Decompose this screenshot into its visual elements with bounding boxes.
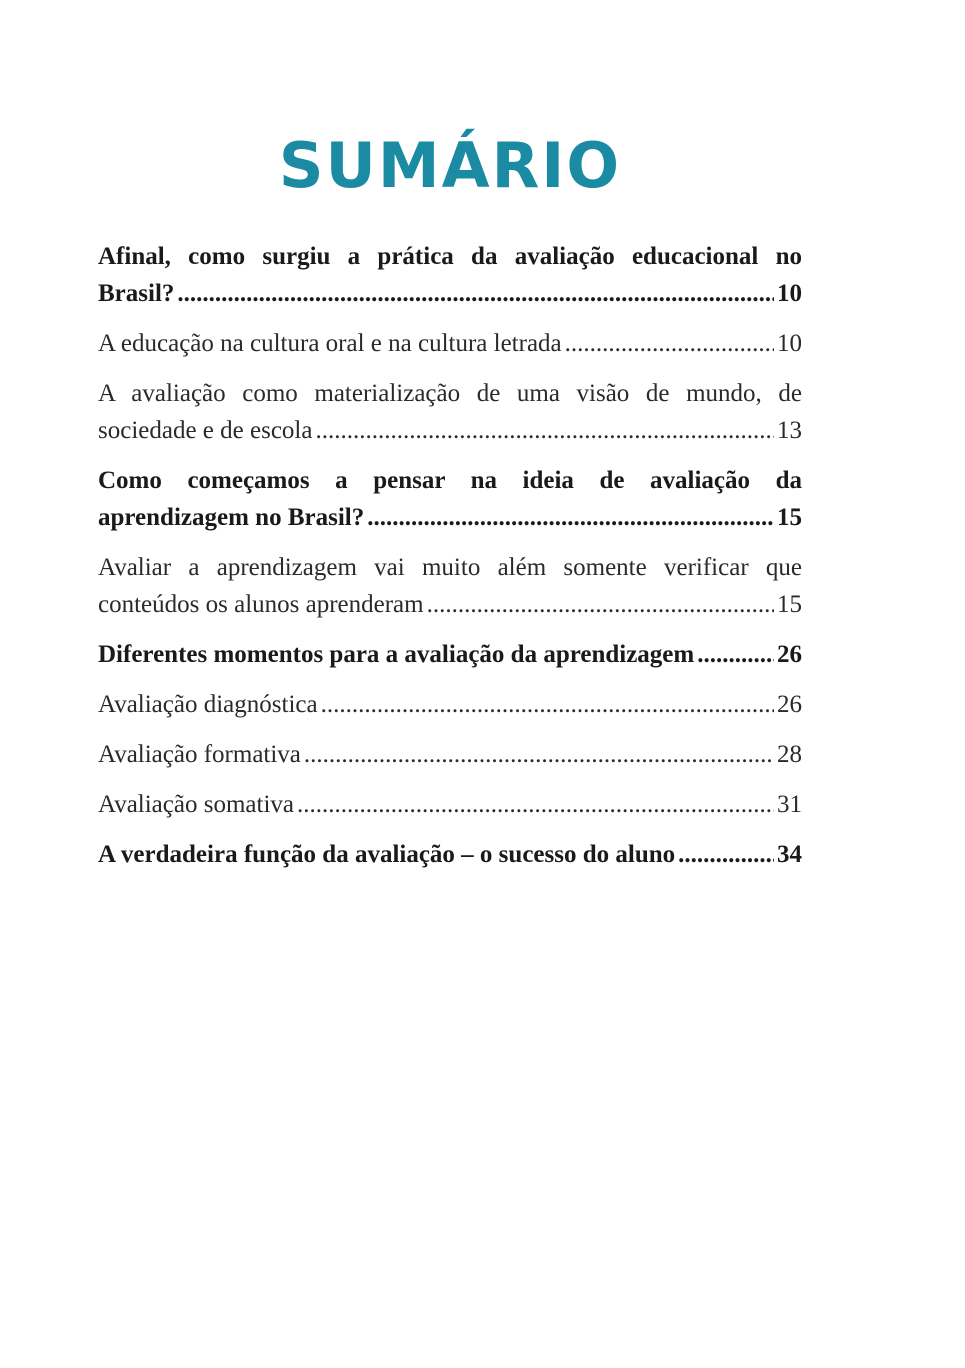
toc-entry[interactable] bbox=[98, 636, 802, 673]
toc-entry[interactable] bbox=[98, 375, 802, 449]
dot-leader bbox=[321, 686, 774, 723]
page-title: SUMÁRIO bbox=[278, 129, 622, 202]
toc-entry-title: A educação na cultura oral e na cultura letrada bbox=[98, 330, 562, 357]
toc-entry-page: 31 bbox=[777, 791, 802, 818]
toc-entry[interactable] bbox=[98, 462, 802, 536]
toc-entry-title-line2: conteúdos os alunos aprenderam bbox=[98, 591, 424, 618]
toc-entry-title-line1: Como começamos a pensar na ideia de avaliação da bbox=[98, 467, 802, 494]
table-of-contents bbox=[98, 238, 802, 886]
dot-leader bbox=[565, 325, 774, 362]
dot-leader bbox=[427, 586, 774, 623]
toc-entry-title-line2: Brasil? bbox=[98, 280, 175, 307]
toc-entry-title-line2: aprendizagem no Brasil? bbox=[98, 504, 365, 531]
toc-entry[interactable] bbox=[98, 786, 802, 823]
toc-entry-page: 13 bbox=[777, 417, 802, 444]
toc-entry[interactable] bbox=[98, 736, 802, 773]
dot-leader bbox=[297, 786, 774, 823]
toc-entry-title: A verdadeira função da avaliação – o sucesso do aluno bbox=[98, 841, 676, 868]
toc-entry-page: 10 bbox=[777, 330, 802, 357]
toc-entry-page: 15 bbox=[777, 504, 802, 531]
toc-entry-page: 10 bbox=[777, 280, 802, 307]
toc-entry-title-line1: Avaliar a aprendizagem vai muito além somente verificar que bbox=[98, 554, 802, 581]
dot-leader bbox=[315, 412, 774, 449]
toc-entry[interactable] bbox=[98, 325, 802, 362]
toc-entry-page: 34 bbox=[777, 841, 802, 868]
toc-entry-page: 26 bbox=[777, 691, 802, 718]
toc-entry-title-line1: Afinal, como surgiu a prática da avaliação educacional no bbox=[98, 243, 802, 270]
toc-entry-title: Avaliação diagnóstica bbox=[98, 691, 318, 718]
toc-entry[interactable] bbox=[98, 549, 802, 623]
toc-entry-title-line1: A avaliação como materialização de uma visão de mundo, de bbox=[98, 380, 802, 407]
dot-leader bbox=[697, 636, 774, 673]
toc-entry-page: 26 bbox=[777, 641, 802, 668]
dot-leader bbox=[177, 275, 774, 312]
toc-entry[interactable] bbox=[98, 836, 802, 873]
toc-entry-page: 28 bbox=[777, 741, 802, 768]
dot-leader bbox=[678, 836, 774, 873]
dot-leader bbox=[304, 736, 774, 773]
toc-entry[interactable] bbox=[98, 686, 802, 723]
toc-entry[interactable] bbox=[98, 238, 802, 312]
dot-leader bbox=[367, 499, 774, 536]
toc-entry-page: 15 bbox=[777, 591, 802, 618]
toc-entry-title: Avaliação somativa bbox=[98, 791, 294, 818]
toc-entry-title-line2: sociedade e de escola bbox=[98, 417, 313, 444]
toc-entry-title: Diferentes momentos para a avaliação da aprendizagem bbox=[98, 641, 695, 668]
toc-entry-title: Avaliação formativa bbox=[98, 741, 301, 768]
